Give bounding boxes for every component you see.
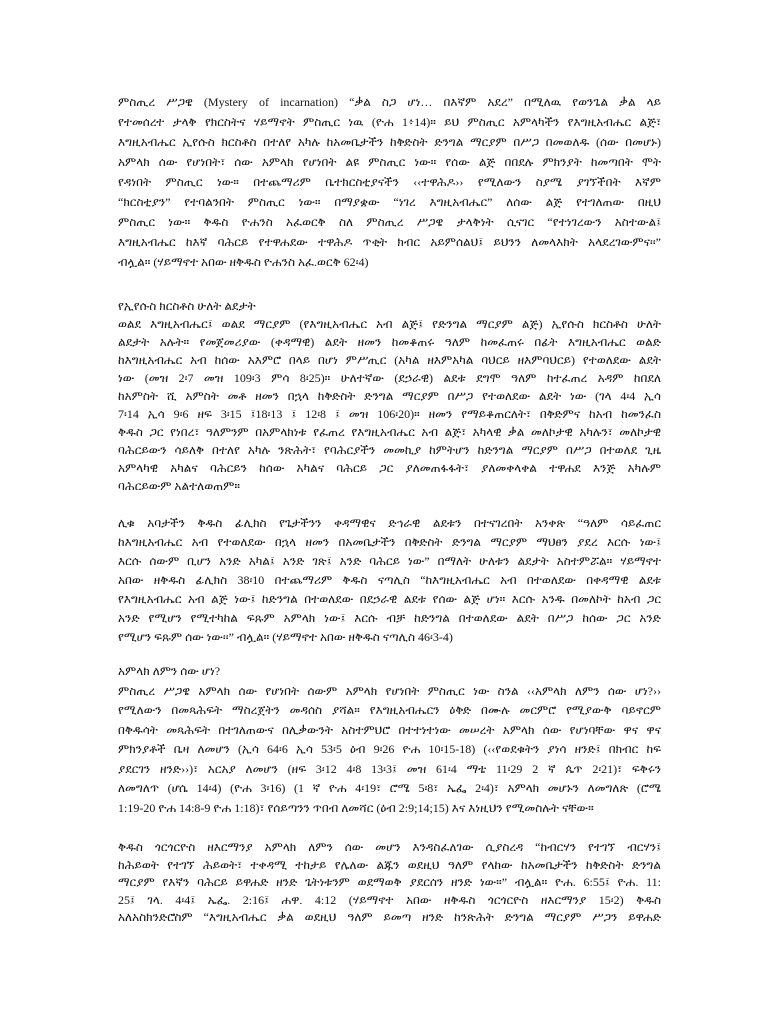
paragraph-line: ከእግዚአብሔር አብ ከሰው አእምሮ በላይ በሆነ ምሥጢር (አካል ዘእምአካል ባህርይ ዘእምባህርይ) የተወለደው ልደት [118, 353, 661, 367]
paragraph-gregory-quote [118, 839, 661, 927]
paragraph-line: እርሱ ሰውም ቢሆን አንድ አካል፤ አንድ ገጽ፤ አንድ ባሕርይ ነው” በማለት ሁለቱን ልደታት አስተምሯል። ሃይማኖተ [118, 554, 661, 568]
paragraph-felix-quote [118, 514, 661, 647]
paragraph-line: 1:19-20 ዮሐ 14:8-9 ዮሐ 1:18)፣ የሰይጣንን ጥበብ ለመሻር (ዕብ 2:9;14;15) እና እነዚህን የሚመስሉት ናቸው። [118, 800, 594, 815]
paragraph-line: እግዚአብሔር ከእኛ ባሕርይ የተዋሐደው ተዋሕዶ ጥቂት ክብር አይምሰልህ፤ ይህንን ለመላእክት አላደረገውምና፡፡” [118, 235, 661, 249]
paragraph-line: የእግዚአብሔር አብ ልጅ ነው፤ ከድንግል በተወለደው በደኃራዊ ልደቱ የሰው ልጅ ሆነ። እርሱ አንዱ በመለኮት ከአብ ጋር [118, 592, 661, 606]
section-heading: የኢየሱስ ክርስቶስ ሁለት ልደታት [118, 299, 256, 313]
paragraph-line: የዳነበት ምስጢር ነው። በተጨማሪም ቤተክርስቲያናችን ‹‹ተዋሕዶ›› የሚለውን ስያሜ ያገኘችበት እኛም [118, 175, 661, 189]
paragraph-line: አምላክ ሰው የሆነበት፣ ሰው አምላክ የሆነበት ልዩ ምስጢር ነው። የሰው ልጅ በበደሉ ምክንያት ከመጣበት ሞት [118, 155, 661, 169]
paragraph-line: ባሕርይውም አልተለወጠም። [118, 479, 240, 493]
paragraph-line: 7፡14 ኢሳ 9፡6 ዘፍ 3፡15 ፤18፡13 ፤ 12፡8 ፤ መዝ 106፡20)። ዘመን የማይቆጠርለት፣ በቅድምና ከአብ ከመንፈስ [118, 407, 661, 421]
paragraph-line: ከእግዚአብሔር አብ የተወለደው በኋላ ዘመን በአመቤታችን በቅድስት ድንግል ማርያም ማህፀን ያደረ እርሱ ነው፤ [118, 535, 661, 549]
paragraph-line: የሚሆን ፍጹም ሰው ነው፡፡” ብሏል። (ሃይማኖተ አበው ዘቅዱስ ናጣሊስ 46፡3-4) [118, 630, 453, 644]
paragraph-line: ምስጢረ ሥጋዌ አምላክ ሰው የሆነበት ሰውም አምላክ የሆነበት ምስጢር ነው ስንል ‹‹አምላክ ለምን ሰው ሆነ?›› [118, 683, 661, 698]
paragraph-line: ነው (መዝ 2፡7 መዝ 109፡3 ምሳ 8፡25)። ሁለተኛው (ደኃራዊ) ልደቱ ደግሞ ዓለም ከተፈጠረ አዳም ከበደለ [118, 371, 661, 385]
paragraph-line: የሚለውን በመጻሕፍት ማስረጀትን መዳሰስ ያሻል። የእግዚአብሔርን ዕቅድ በሙሉ መርምሮ የሚያውቅ ባይኖርም [118, 703, 661, 717]
paragraph-line: እግዚአብሔር ኢየሱስ ክርስቶስ በተለየ አካሉ ከአመቤታችን ከቅድስት ድንግል ማርያም በሥጋ በመወለዱ (ሰው በመሆኑ) [118, 135, 661, 149]
paragraph-line: ምስጢረ ሥጋዌ (Mystery of incarnation) “ቃል ስጋ ሆነ… በእኛም አደረ” በሚለዉ የወንጌል ቃል ላይ [118, 95, 661, 109]
paragraph-incarnation-intro [118, 92, 661, 272]
paragraph-line: ወልደ እግዚአብሔር፤ ወልደ ማርያም (የእግዚአብሔር አብ ልጅ፤ የድንግል ማርያም ልጅ) ኢየሱስ ክርስቶስ ሁለት [118, 317, 661, 331]
paragraph-line: “ክርስቲያን” የተባልንበት ምስጢር ነው። በማያቋው “ነገረ እግዚአብሔር” ለሰው ልጅ የተገለጠው በዚህ [118, 195, 661, 209]
paragraph-line: ምክንያቶች ቤዛ ለመሆን (ኢሳ 64፡6 ኢሳ 53፡5 ዕብ 9፡26 ዮሐ 10፡15-18) (‹‹የወደቁትን ያነሳ ዘንድ፤ በክብር ከፍ [118, 742, 661, 756]
paragraph-line: ባሕርይውን ሳይለቅ በተለየ አካሉ ንጽሕት፣ የባሕርያችን መመኪያ ከምትሆን ከድንግል ማርያም በሥጋ በተወለደ ጊዜ [118, 443, 661, 457]
paragraph-line: በቅዱሳት መጻሕፍት በተገለጠውና በሊቃውንት አስተምህሮ በተተነተነው መሠረት አምላክ ሰው የሆነባቸው ዋና ዋና [118, 722, 661, 737]
paragraph-line: የተመሰረተ ታላቅ የክርስትና ሃይማኖት ምስጢር ነዉ (ዮሐ 1፥14)። ይህ ምስጢር አምላካችን የእግዚአብሔር ልጅ፣ [118, 115, 661, 129]
paragraph-line: ከሕይወት የተገኘ ሕይወት፣ ተቀዳሚ ተከታይ የሌለው ልጁን ወደዚህ ዓለም የላከው ከአመቤታችን ከቅድስት ድንግል [118, 857, 661, 872]
paragraph-line: ምስጢር ነው። ቅዱስ ዮሐንስ አፈወርቅ ስለ ምስጢረ ሥጋዌ ታላቅነት ሲናገር “የተነገረውን አስተውል፤ [118, 215, 661, 229]
paragraph-line: ከአምስት ሺ አምስት መቶ ዘመን በኋላ ከቅድስት ድንግል ማርያም በሥጋ የተወለደው ልደት ነው (ገላ 4፡4 ኢሳ [118, 389, 661, 403]
section-heading: አምላክ ለምን ሰው ሆነ? [118, 664, 221, 678]
paragraph-line: አበው ዘቅዱስ ፊሊክስ 38፡10 በተጨማሪም ቅዱስ ናጣሊስ “ከእግዚአብሔር አብ በተወለደው በቀዳማዊ ልደቱ [118, 573, 661, 587]
paragraph-line: አንድ የሚሆን የሚተካከል ፍጹም አምላክ ነው፤ እርሱ ብቻ ከድንግል በተወለደው ልደት በሥጋ ከሰው ጋር አንድ [118, 611, 661, 625]
paragraph-line: 25፤ ገላ. 4፡4፤ ኤፌ. 2:16፤ ሐዋ. 4:12 (ሃይማኖተ አበው ዘቅዱስ ጎርጎርዮስ ዘእርማንያ 15፡2) ቅዱስ [118, 892, 661, 907]
paragraph-line: አምላካዊ አካልና ባሕርይን ከሰው አካልና ባሕርይ ጋር ያለመጠፋፋት፣ ያለመቀላቀል ተዋሐደ እንጅ አካሉም [118, 461, 661, 475]
paragraph-line: ብሏል። (ሃይማኖተ አበው ዘቅዱስ ዮሐንስ አፈ.ወርቅ 62፡4) [118, 255, 369, 269]
section-two-births [118, 297, 661, 495]
paragraph-line: ያደርገን ዘንድ››)፣ አርአያ ለመሆን (ዘፍ 3፡12 4፡8 13፡3፤ መዝ 61፡4 ማቴ 11፡29 2 ኛ ጴጥ 2፡21)፣ ፍቅሩን [118, 761, 661, 776]
section-why-god-became-man [118, 662, 661, 818]
paragraph-line: ለመግለጥ (ሆሴ 14፡4) (ዮሐ 3፡16) (1 ኛ ዮሐ 4፡19፣ ሮሜ 5፡8፣ ኤፌ 2፡4)፣ አምላክ መሆኑን ለመግለጽ (ሮሜ [118, 781, 661, 795]
paragraph-line: ልደታት አሉት። የመጀመሪያው (ቀዳማዊ) ልደት ዘመን ከመቆጠሩ ዓለም ከመፈጠሩ በፊት እግዚአብሔር ወልድ [118, 335, 661, 349]
paragraph-line: ማርያም የእኛን ባሕርይ ይዋሐድ ዘንድ ጌትነቱንም ወደማወቅ ያደርሰን ዘንድ ነው።” ብሏል። ዮሐ. 6:55፤ ዮሐ. 11: [118, 875, 661, 889]
paragraph-line: አለአስክንድሮስም “እግዚአብሔር ቃል ወደዚህ ዓለም ይመጣ ዘንድ ከንጽሕት ድንግል ማርያም ሥጋን ይዋሐድ [118, 910, 661, 924]
paragraph-line: ቅዱስ ጋር የነበረ፣ ዓለምንም በአምላክነቱ የፈጠረ የእግዚአብሔር አብ ልጅ፣ አካላዊ ቃል መለኮታዊ አካሉን፣ መለኮታዊ [118, 425, 661, 439]
paragraph-line: ቅዱስ ጎርጎርዮስ ዘእርማንያ አምላክ ለምን ሰው መሆን እንዳስፈለገው ሲያስረዳ “ከብርሃን የተገኘ ብርሃን፤ [118, 840, 661, 854]
paragraph-line: ሊቁ አባታችን ቅዱስ ፊሊክስ የጌታችንን ቀዳማዊና ድኅራዊ ልደቱን በተናገረበት አንቀጽ “ዓለም ሳይፈጠር [118, 516, 661, 530]
